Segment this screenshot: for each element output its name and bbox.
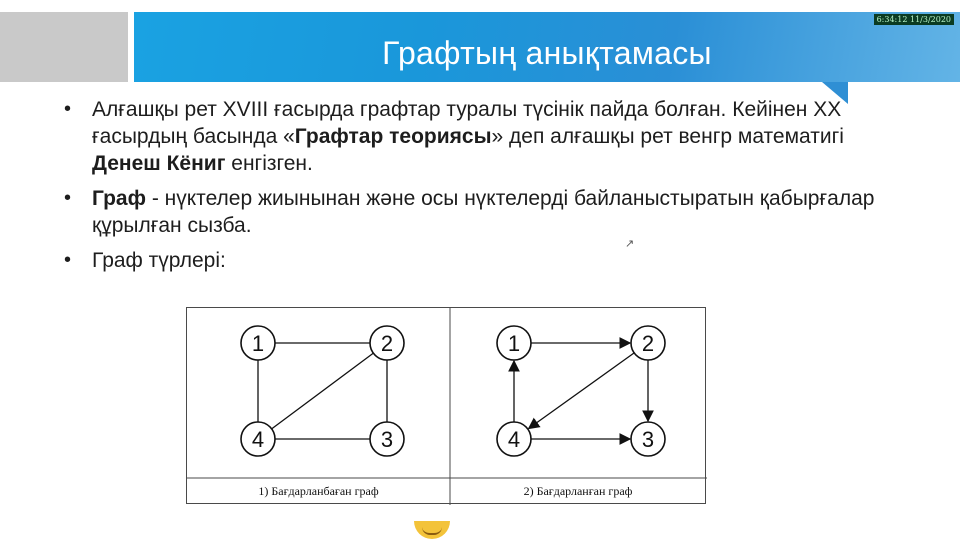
undirected-graph [241,326,404,456]
bullet-types [60,247,890,274]
bullet-bold-name: Денеш Кёниг [92,152,226,175]
directed-graph [497,326,665,456]
undirected-caption: 1) Бағдарланбаған граф [258,483,379,498]
slide-title: Графтың анықтамасы [382,34,712,71]
bullet-text: » деп алғашқы рет венгр математигі [491,125,844,148]
bullet-history [60,96,890,177]
undirected-node-label-3: 3 [380,427,394,452]
smiley-emoji-icon [414,521,450,539]
bullet-text: Граф түрлері: [92,249,226,272]
directed-node-label-4: 4 [507,427,521,452]
undirected-node-label-1: 1 [251,331,265,356]
bullet-text: - нүктелер жиынынан және осы нүктелерді байланыстыратын қабырғалар құрылған сызба. [92,187,875,237]
graph-figure-svg [187,308,707,505]
directed-edge-2-4 [529,353,635,429]
directed-node-label-1: 1 [507,331,521,356]
graph-figure [186,307,706,504]
directed-node-label-2: 2 [641,331,655,356]
directed-node-label-3: 3 [641,427,655,452]
undirected-edge-2-4 [272,353,374,429]
bullet-text: Алғашқы рет XVIII ғасырда графтар туралы түсінік пайда болған. Кейінен XX ғасырдың басында « [92,98,842,148]
bullet-text: енгізген. [225,152,313,175]
recording-timestamp: 6:34:12 11/3/2020 [874,14,954,25]
bullet-bold-term: Графтар теориясы [294,125,492,148]
bullet-list [60,96,890,282]
undirected-node-label-2: 2 [380,331,394,356]
bullet-definition [60,185,890,239]
mouse-cursor-icon: ↗ [625,238,635,250]
header-gray-block [0,12,128,82]
undirected-node-label-4: 4 [251,427,265,452]
directed-caption: 2) Бағдарланған граф [523,483,633,498]
bullet-bold-term: Граф [92,187,146,210]
